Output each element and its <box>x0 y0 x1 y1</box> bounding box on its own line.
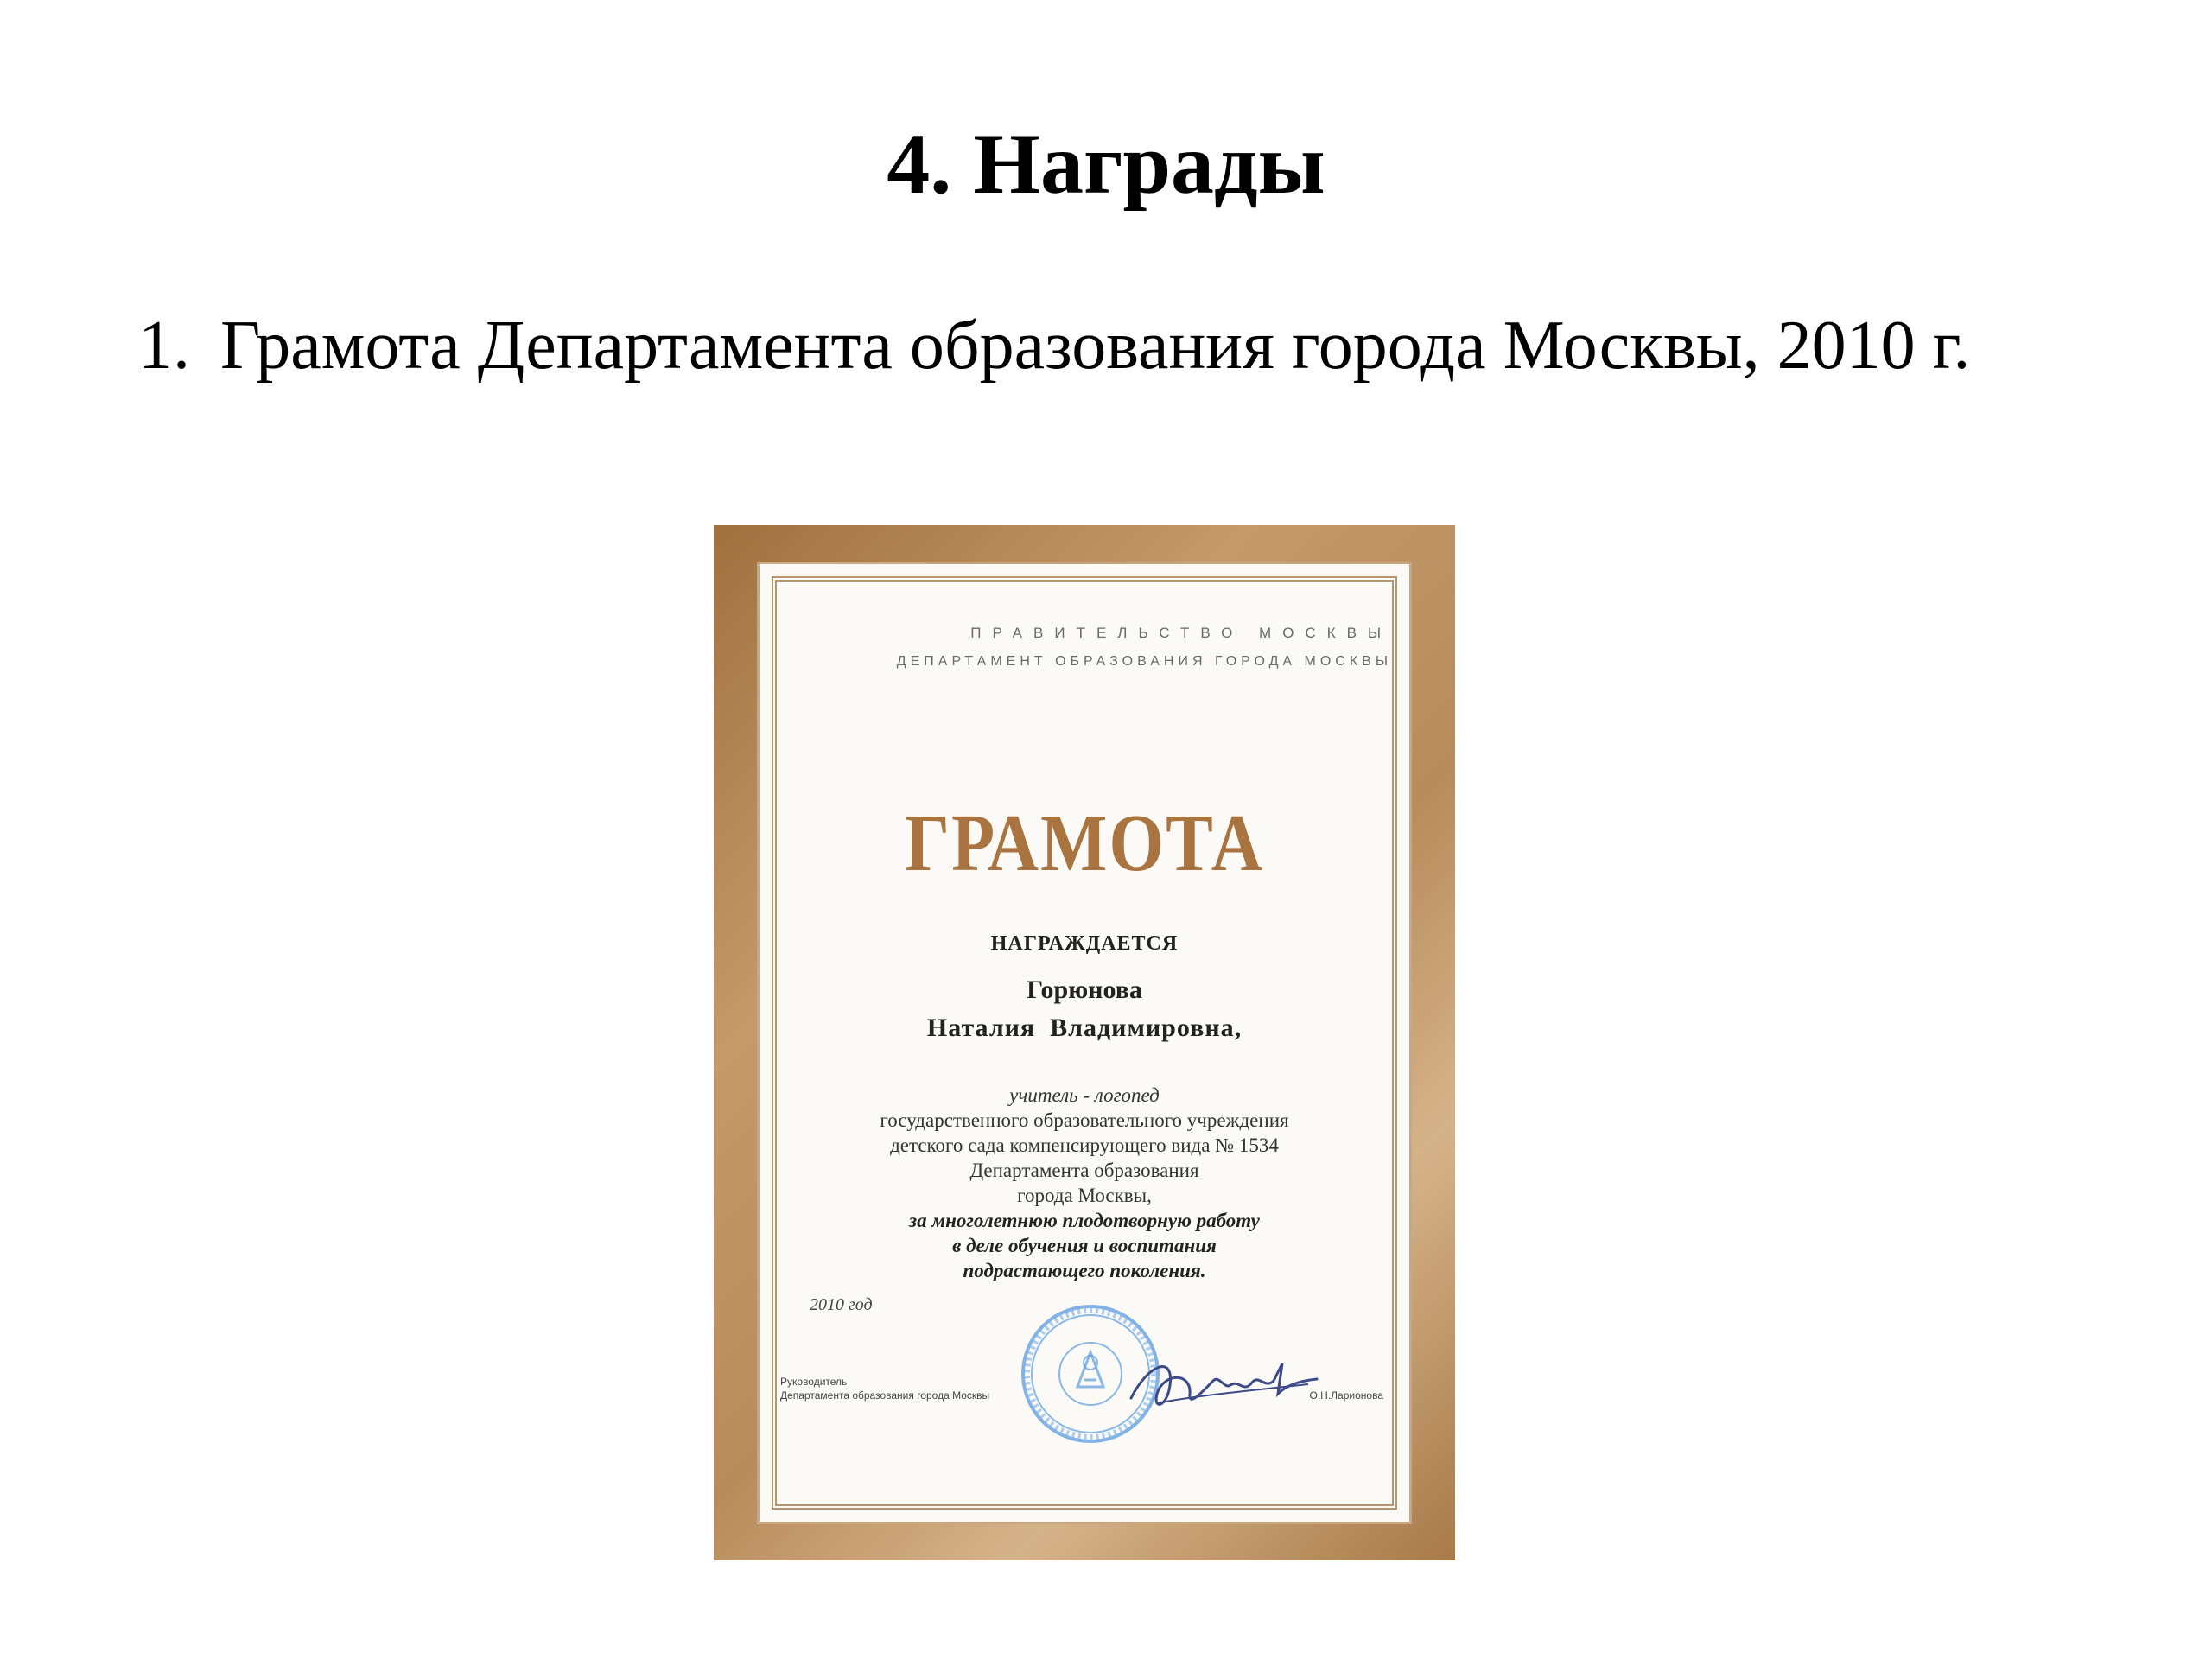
signatory-title <box>780 1375 989 1402</box>
list-item <box>138 302 1970 389</box>
reason-line: подрастающего поколения. <box>963 1260 1206 1281</box>
certificate-awarded: НАГРАЖДАЕТСЯ <box>990 932 1179 955</box>
certificate-position: учитель - логопед <box>1009 1084 1160 1106</box>
institution-line: города Москвы, <box>1017 1185 1152 1206</box>
certificate-given-names: Наталия Владимировна, <box>926 1014 1243 1042</box>
certificate-year: 2010 год <box>810 1295 873 1314</box>
certificate-body <box>760 1083 1409 1283</box>
signatory-title-line: Департамента образования города Москвы <box>780 1389 990 1402</box>
signatory-name: О.Н.Ларионова <box>1309 1389 1383 1402</box>
handwritten-signature-icon <box>1122 1346 1321 1424</box>
signatory-title-line: Руководитель <box>780 1376 848 1388</box>
institution-line: детского сада компенсирующего вида № 1534 <box>890 1135 1279 1156</box>
certificate-image <box>714 525 1455 1560</box>
list-item-number: 1. <box>138 308 190 384</box>
certificate-page <box>757 562 1412 1524</box>
reason-line: в деле обучения и воспитания <box>952 1235 1217 1256</box>
certificate-heading: ГРАМОТА <box>905 798 1264 888</box>
certificate-surname: Горюнова <box>1027 976 1142 1004</box>
list-item-text: Грамота Департамента образования города Москвы, 2010 г. <box>220 308 1971 384</box>
certificate-department: ДЕПАРТАМЕНТ ОБРАЗОВАНИЯ ГОРОДА МОСКВЫ <box>896 654 1392 669</box>
institution-line: государственного образовательного учреждения <box>880 1109 1289 1131</box>
reason-line: за многолетнюю плодотворную работу <box>909 1210 1260 1231</box>
institution-line: Департамента образования <box>969 1160 1199 1181</box>
certificate-government: ПРАВИТЕЛЬСТВО МОСКВЫ <box>970 625 1392 641</box>
page-title: 4. Награды <box>887 116 1325 212</box>
